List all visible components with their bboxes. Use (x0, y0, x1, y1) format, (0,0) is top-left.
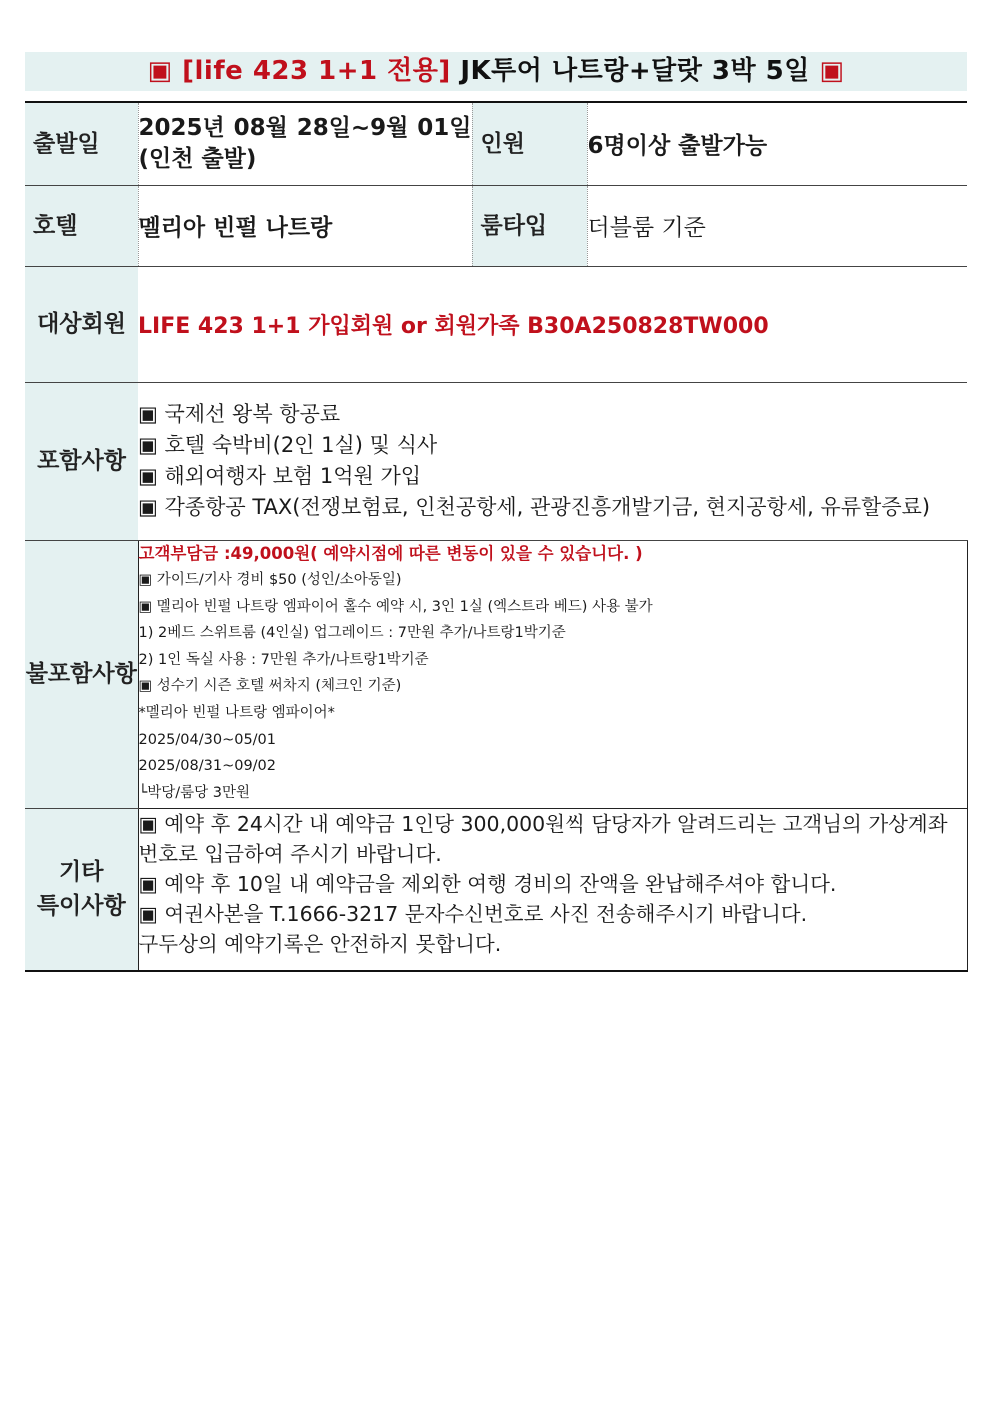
notes-line: ▣ 여권사본을 T.1666-3217 문자수신번호로 사진 전송해주시기 바랍니다. (138, 901, 808, 926)
excluded-label: 불포함사항 (25, 540, 138, 808)
title-mark-left: ▣ (147, 56, 173, 86)
row-notes (25, 808, 967, 971)
included-list (138, 382, 967, 540)
title-name: JK투어 나트랑+달랏 3박 5일 (460, 56, 810, 86)
notes-line: ▣ 예약 후 10일 내 예약금을 제외한 여행 경비의 잔액을 완납해주셔야 합니다. (138, 871, 837, 896)
title-tag: [life 423 1+1 전용] (182, 56, 451, 86)
members-label: 대상회원 (25, 266, 138, 382)
notes-label (25, 808, 138, 971)
notes-line: ▣ 예약 후 24시간 내 예약금 1인당 300,000원씩 담당자가 알려드리는 고객님의 가상계좌번호로 입금하여 주시기 바랍니다. (138, 811, 948, 866)
notes-label-line2: 특이사항 (36, 893, 126, 920)
excluded-item: *멜리아 빈펄 나트랑 엠파이어* (138, 705, 335, 722)
people-value: 6명이상 출발가능 (587, 102, 967, 185)
excluded-item: ▣ 가이드/기사 경비 $50 (성인/소아동일) (138, 572, 402, 589)
people-label: 인원 (472, 102, 587, 185)
excluded-item: └박당/룸당 3만원 (138, 784, 250, 801)
excluded-list (138, 540, 967, 808)
notes-list (138, 808, 967, 971)
members-value: LIFE 423 1+1 가입회원 or 회원가족 B30A250828TW000 (138, 266, 967, 382)
included-item: ▣ 각종항공 TAX(전쟁보험료, 인천공항세, 관광진흥개발기금, 현지공항세, 유류할증료) (138, 495, 931, 519)
document-title (25, 52, 967, 91)
departure-label: 출발일 (25, 102, 138, 185)
excluded-item: 2025/08/31~09/02 (138, 758, 277, 775)
title-mark-right: ▣ (819, 56, 845, 86)
included-item: ▣ 해외여행자 보험 1억원 가입 (138, 464, 422, 488)
notes-line: 구두상의 예약기록은 안전하지 못합니다. (138, 931, 502, 956)
excluded-item: 2) 1인 독실 사용 : 7만원 추가/나트랑1박기준 (138, 651, 429, 668)
hotel-label: 호텔 (25, 185, 138, 266)
departure-value: 2025년 08월 28일~9월 01일 (인천 출발) (138, 102, 472, 185)
included-item: ▣ 호텔 숙박비(2인 1실) 및 식사 (138, 433, 438, 457)
tour-info-table (25, 101, 968, 972)
excluded-item: ▣ 성수기 시즌 호텔 써차지 (체크인 기준) (138, 678, 402, 695)
row-excluded (25, 540, 967, 808)
included-label: 포함사항 (25, 382, 138, 540)
excluded-item: ▣ 멜리아 빈펄 나트랑 엠파이어 홀수 예약 시, 3인 1실 (엑스트라 베드) 사용 불가 (138, 598, 653, 615)
hotel-value: 멜리아 빈펄 나트랑 (138, 185, 472, 266)
room-type-label: 룸타입 (472, 185, 587, 266)
included-item: ▣ 국제선 왕복 항공료 (138, 402, 341, 426)
row-departure (25, 102, 967, 185)
room-type-value: 더블룸 기준 (587, 185, 967, 266)
excluded-item: 2025/04/30~05/01 (138, 731, 277, 748)
customer-charge-headline: 고객부담금 :49,000원( 예약시점에 따른 변동이 있을 수 있습니다. ) (138, 543, 643, 563)
row-hotel (25, 185, 967, 266)
notes-label-line1: 기타 (59, 859, 104, 886)
row-members (25, 266, 967, 382)
excluded-item: 1) 2베드 스위트룸 (4인실) 업그레이드 : 7만원 추가/나트랑1박기준 (138, 625, 566, 642)
row-included (25, 382, 967, 540)
